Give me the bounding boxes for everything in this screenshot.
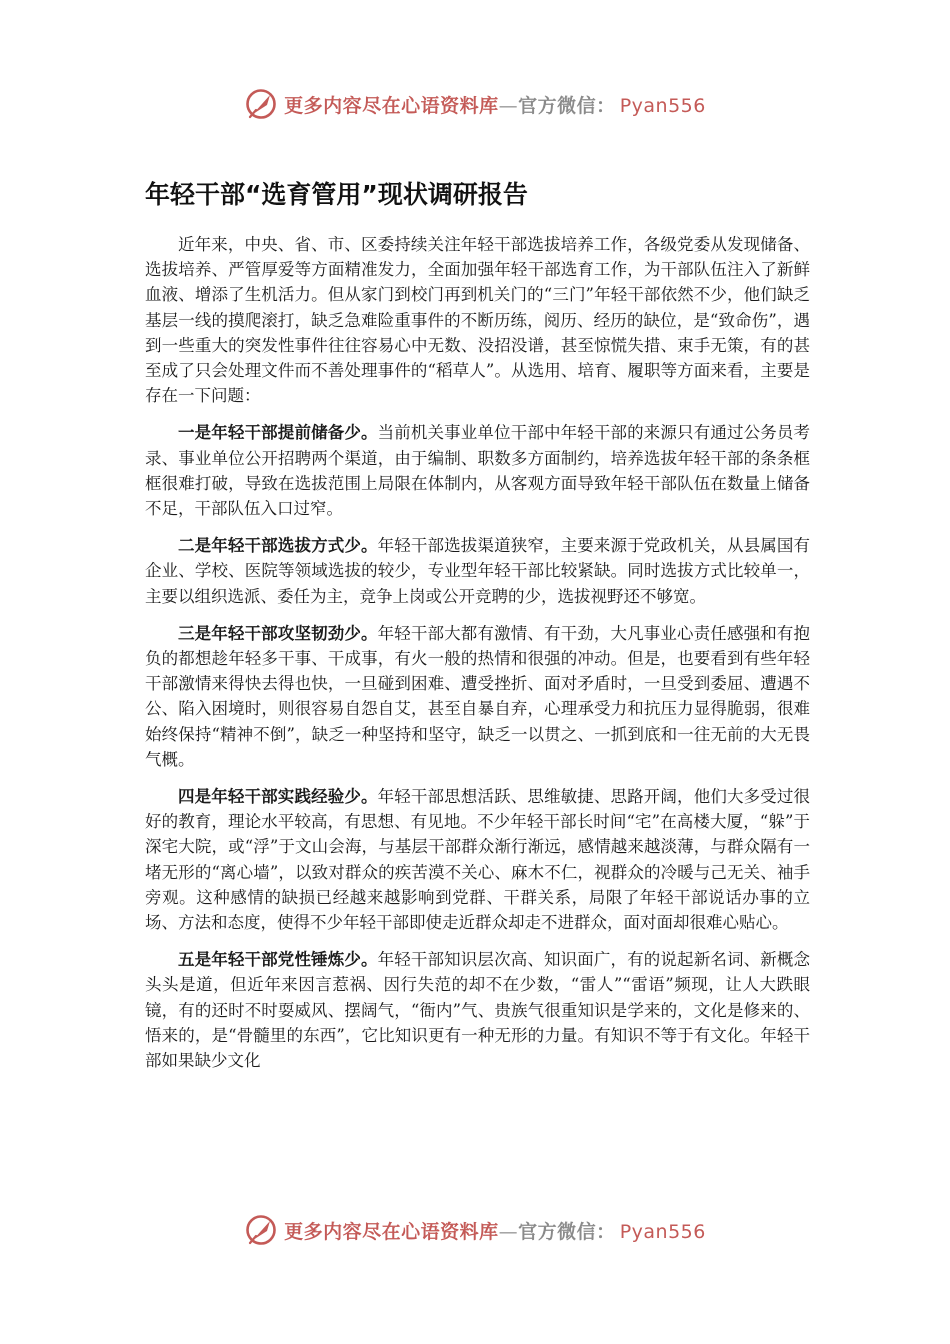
- footer-banner: [0, 1210, 950, 1250]
- banner-main-text: 更多内容尽在心语资料库: [284, 1220, 499, 1243]
- banner-wechat-label: 官方微信：: [518, 94, 616, 117]
- paragraph-lead: 一是年轻干部提前储备少。: [178, 423, 378, 443]
- paragraph-point-5: [145, 947, 810, 1073]
- document-title: 年轻干部“选育管用”现状调研报告: [145, 180, 528, 209]
- paragraph-text: 当前机关事业单位干部中年轻干部的来源只有通过公务员考录、事业单位公开招聘两个渠道，由于编制、职数多方面制约，培养选拔年轻干部的条条框框很难打破，导致在选拔范围上局限在体制内，从客观方面导致年轻干部队伍在数量上储备不足，干部队伍入口过窄。: [145, 423, 810, 519]
- paragraph-point-3: [145, 621, 810, 772]
- paragraph-text: 年轻干部选拔渠道狭窄，主要来源于党政机关，从县属国有企业、学校、医院等领域选拔的较少，专业型年轻干部比较紧缺。同时选拔方式比较单一，主要以组织选派、委任为主，竞争上岗或公开竞聘的少，选拔视野还不够宽。: [145, 536, 810, 606]
- header-banner: [0, 84, 950, 124]
- banner-main-text: 更多内容尽在心语资料库: [284, 94, 499, 117]
- paragraph-text: 年轻干部大都有激情、有干劲，大凡事业心责任感强和有抱负的都想趁年轻多干事、干成事，有火一般的热情和很强的冲动。但是，也要看到有些年轻干部激情来得快去得也快，一旦碰到困难、遭受挫折、面对矛盾时，一旦受到委屈、遭遇不公、陷入困境时，则很容易自怨自艾，甚至自暴自弃，心理承受力和抗压力显得脆弱，很难始终保持“精神不倒”，缺乏一种坚持和坚守，缺乏一以贯之、一抓到底和一往无前的大无畏气概。: [145, 623, 810, 769]
- paragraph-lead: 二是年轻干部选拔方式少。: [178, 536, 378, 556]
- paragraph-point-2: [145, 533, 810, 609]
- paragraph-lead: 三是年轻干部攻坚韧劲少。: [178, 623, 378, 643]
- banner-dash: —: [498, 94, 519, 117]
- paragraph-lead: 五是年轻干部党性锤炼少。: [178, 950, 378, 970]
- paragraph-text: 年轻干部思想活跃、思维敏捷、思路开阔，他们大多受过很好的教育，理论水平较高，有思想、有见地。不少年轻干部长时间“宅”在高楼大厦，“躲”于深宅大院，或“浮”于文山会海，与基层干部群众渐行渐远，感情越来越淡薄，与群众隔有一堵无形的“离心墙”，以致对群众的疾苦漠不关心、麻木不仁，视群众的冷暖与己无关、袖手旁观。这种感情的缺损已经越来越影响到党群、干群关系，局限了年轻干部说话办事的立场、方法和态度，使得不少年轻干部即使走近群众却走不进群众，面对面却很难心贴心。: [145, 787, 810, 933]
- paragraph-intro: [145, 232, 810, 408]
- quill-logo-icon: [244, 1213, 278, 1247]
- banner-text: [284, 91, 706, 118]
- banner-wechat-id: Pyan556: [619, 1220, 706, 1243]
- banner-text: [284, 1217, 706, 1244]
- paragraph-point-1: [145, 420, 810, 521]
- paragraph-point-4: [145, 784, 810, 935]
- banner-wechat-label: 官方微信：: [518, 1220, 616, 1243]
- paragraph-text: 年轻干部知识层次高、知识面广，有的说起新名词、新概念头头是道，但近年来因言惹祸、因行失范的却不在少数，“雷人”“雷语”频现，让人大跌眼镜，有的还时不时耍威风、摆阔气，“衙内”气、贵族气很重知识是学来的，文化是修来的、悟来的，是“骨髓里的东西”，它比知识更有一种无形的力量。有知识不等于有文化。年轻干部如果缺少文化: [145, 950, 810, 1071]
- paragraph-lead: 四是年轻干部实践经验少。: [178, 787, 378, 807]
- banner-wechat-id: Pyan556: [619, 94, 706, 117]
- paragraph-text: 近年来，中央、省、市、区委持续关注年轻干部选拔培养工作，各级党委从发现储备、选拔培养、严管厚爱等方面精准发力，全面加强年轻干部选育工作，为干部队伍注入了新鲜血液、增添了生机活力。但从家门到校门再到机关门的“三门”年轻干部依然不少，他们缺乏基层一线的摸爬滚打，缺乏急难险重事件的不断历练，阅历、经历的缺位，是“致命伤”，遇到一些重大的突发性事件往往容易心中无数、没招没谱，甚至惊慌失措、束手无策，有的甚至成了只会处理文件而不善处理事件的“稻草人”。从选用、培育、履职等方面来看，主要是存在一下问题：: [145, 235, 810, 406]
- quill-logo-icon: [244, 87, 278, 121]
- banner-dash: —: [498, 1220, 519, 1243]
- document-body: [145, 232, 810, 1167]
